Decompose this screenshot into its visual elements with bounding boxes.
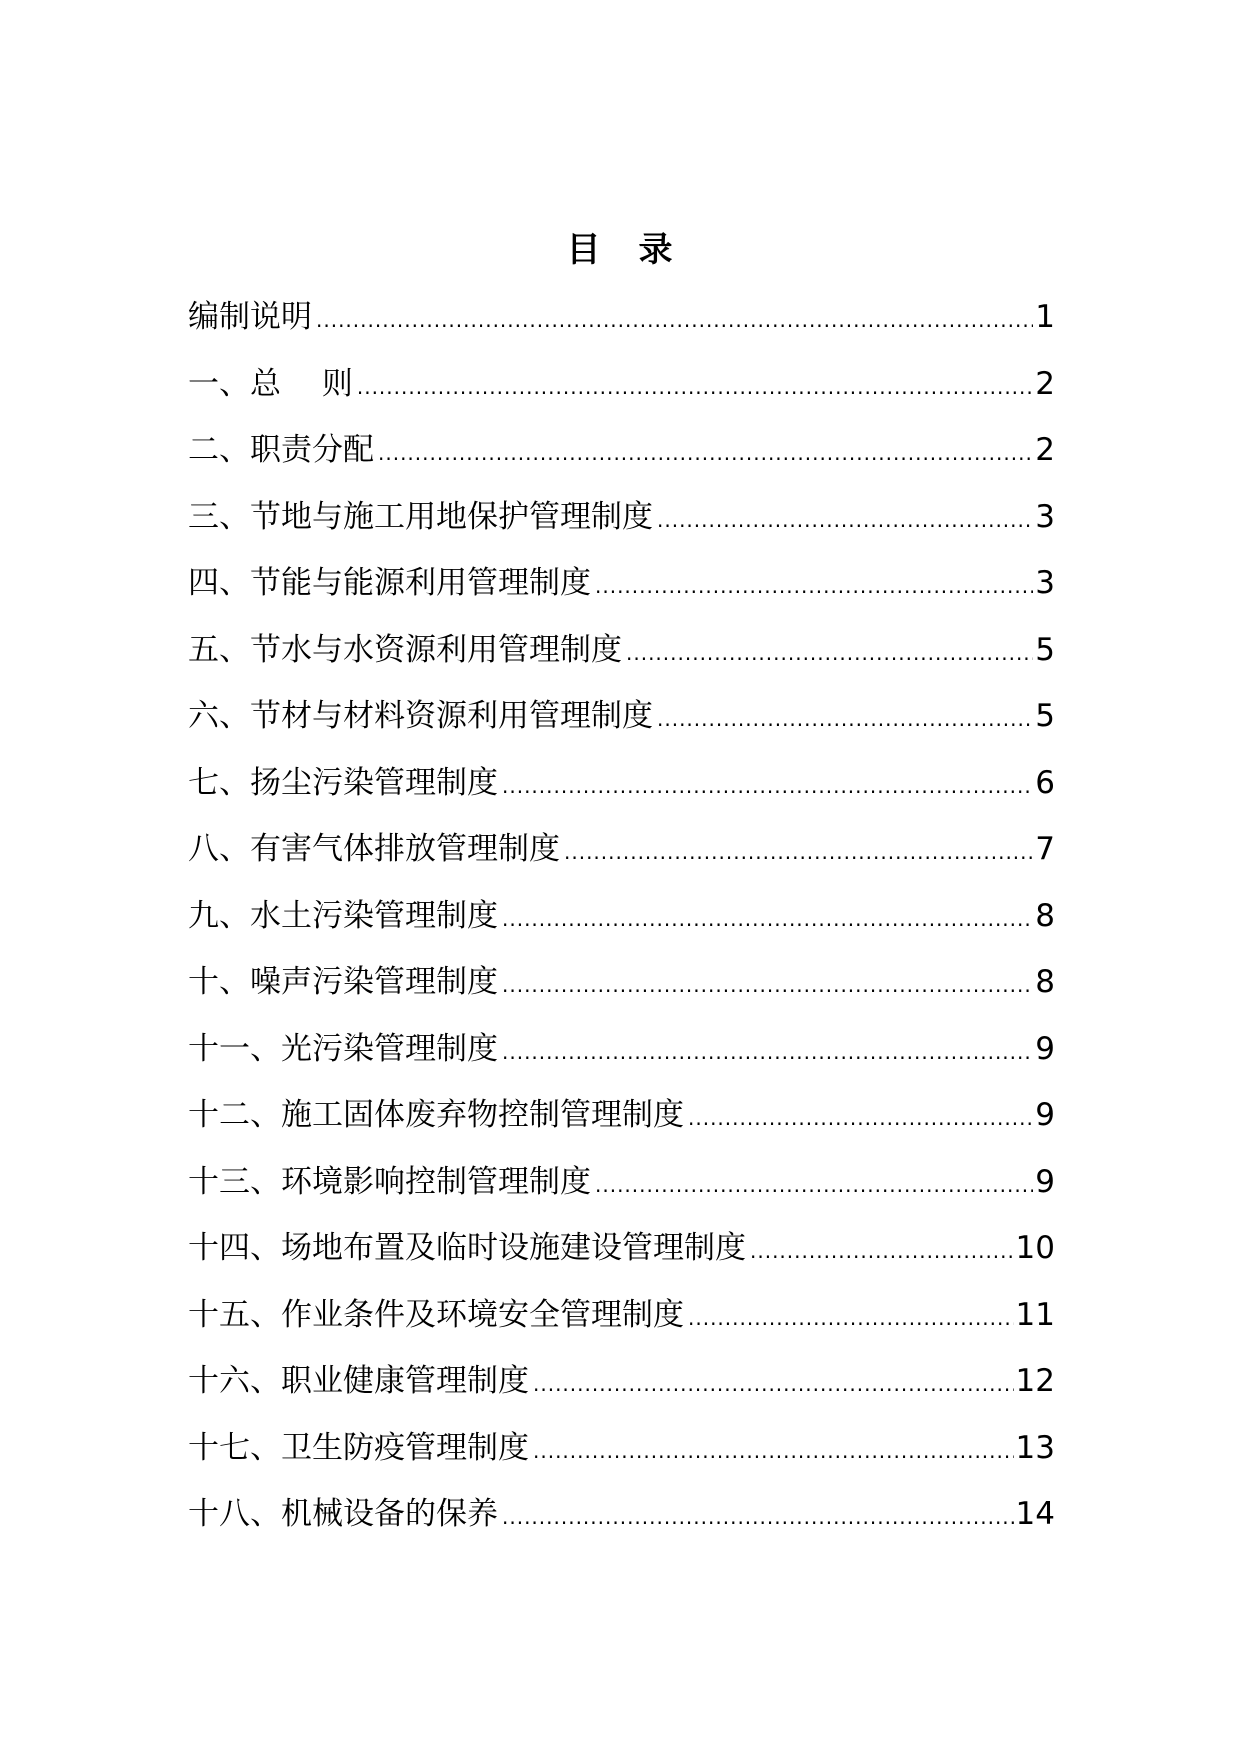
toc-entry[interactable] (188, 827, 1055, 894)
dot-leader (316, 298, 1033, 342)
toc-entry[interactable] (188, 1359, 1055, 1426)
toc-entry-label: 七、扬尘污染管理制度 (188, 764, 498, 801)
dot-leader (688, 1296, 1014, 1340)
dot-leader (502, 1495, 1014, 1539)
dot-leader (564, 830, 1033, 874)
toc-entry-page: 2 (1035, 432, 1055, 468)
dot-leader (657, 498, 1033, 542)
toc-entry-page: 14 (1015, 1496, 1055, 1532)
toc-entry-label: 十八、机械设备的保养 (188, 1496, 498, 1532)
toc-entry-label: 一、总 则 (188, 365, 353, 402)
toc-entry-label: 十三、环境影响控制管理制度 (188, 1163, 591, 1200)
toc-entry[interactable] (188, 295, 1055, 362)
toc-entry-page: 6 (1035, 764, 1055, 801)
toc-entry-page: 5 (1035, 631, 1055, 668)
toc-entry-label: 八、有害气体排放管理制度 (188, 831, 560, 867)
toc-entry-page: 3 (1035, 498, 1055, 535)
toc-entry[interactable] (188, 495, 1055, 562)
toc-entry-page: 13 (1015, 1429, 1055, 1466)
toc-entry[interactable] (188, 1492, 1055, 1559)
dot-leader (357, 365, 1033, 409)
toc-entry-page: 7 (1035, 831, 1055, 867)
toc-entry-page: 9 (1035, 1030, 1055, 1067)
dot-leader (595, 564, 1033, 608)
toc-entry-label: 十二、施工固体废弃物控制管理制度 (188, 1097, 684, 1133)
toc-entry-page: 9 (1035, 1097, 1055, 1133)
toc-entry-label: 十六、职业健康管理制度 (188, 1363, 529, 1399)
toc-entry-label: 编制说明 (188, 299, 312, 335)
dot-leader (502, 897, 1033, 941)
toc-entry-label: 十五、作业条件及环境安全管理制度 (188, 1296, 684, 1333)
toc-entry-page: 11 (1015, 1296, 1055, 1333)
toc-entry-label: 二、职责分配 (188, 432, 374, 468)
toc-entry[interactable] (188, 1027, 1055, 1094)
dot-leader (378, 431, 1033, 475)
toc-entry-page: 10 (1015, 1230, 1055, 1266)
toc-entry-label: 三、节地与施工用地保护管理制度 (188, 498, 653, 535)
toc-entry-label: 十一、光污染管理制度 (188, 1030, 498, 1067)
toc-entry[interactable] (188, 362, 1055, 429)
dot-leader (657, 697, 1033, 741)
toc-entry[interactable] (188, 1160, 1055, 1227)
toc-entry-label: 十四、场地布置及临时设施建设管理制度 (188, 1230, 746, 1266)
toc-list (188, 295, 1055, 1559)
toc-entry-label: 十七、卫生防疫管理制度 (188, 1429, 529, 1466)
dot-leader (626, 631, 1033, 675)
toc-entry-page: 3 (1035, 565, 1055, 601)
toc-entry-page: 5 (1035, 698, 1055, 734)
toc-entry[interactable] (188, 628, 1055, 695)
toc-entry-page: 12 (1015, 1363, 1055, 1399)
toc-entry[interactable] (188, 561, 1055, 628)
toc-entry[interactable] (188, 1093, 1055, 1160)
toc-entry-label: 六、节材与材料资源利用管理制度 (188, 698, 653, 734)
toc-entry[interactable] (188, 761, 1055, 828)
toc-entry-page: 8 (1035, 897, 1055, 934)
toc-entry-page: 9 (1035, 1163, 1055, 1200)
toc-entry-label: 十、噪声污染管理制度 (188, 964, 498, 1000)
toc-entry[interactable] (188, 1426, 1055, 1493)
toc-entry[interactable] (188, 1226, 1055, 1293)
toc-entry-page: 2 (1035, 365, 1055, 402)
dot-leader (595, 1163, 1033, 1207)
toc-entry-label: 九、水土污染管理制度 (188, 897, 498, 934)
toc-title: 目 录 (566, 230, 675, 270)
dot-leader (688, 1096, 1033, 1140)
toc-entry[interactable] (188, 428, 1055, 495)
dot-leader (502, 963, 1033, 1007)
dot-leader (533, 1362, 1014, 1406)
toc-entry[interactable] (188, 1293, 1055, 1360)
dot-leader (533, 1429, 1014, 1473)
toc-entry-label: 四、节能与能源利用管理制度 (188, 565, 591, 601)
dot-leader (502, 764, 1033, 808)
toc-entry[interactable] (188, 694, 1055, 761)
toc-entry-page: 8 (1035, 964, 1055, 1000)
toc-entry-page: 1 (1035, 299, 1055, 335)
toc-entry[interactable] (188, 894, 1055, 961)
toc-entry[interactable] (188, 960, 1055, 1027)
dot-leader (502, 1030, 1033, 1074)
toc-entry-label: 五、节水与水资源利用管理制度 (188, 631, 622, 668)
dot-leader (750, 1229, 1014, 1273)
